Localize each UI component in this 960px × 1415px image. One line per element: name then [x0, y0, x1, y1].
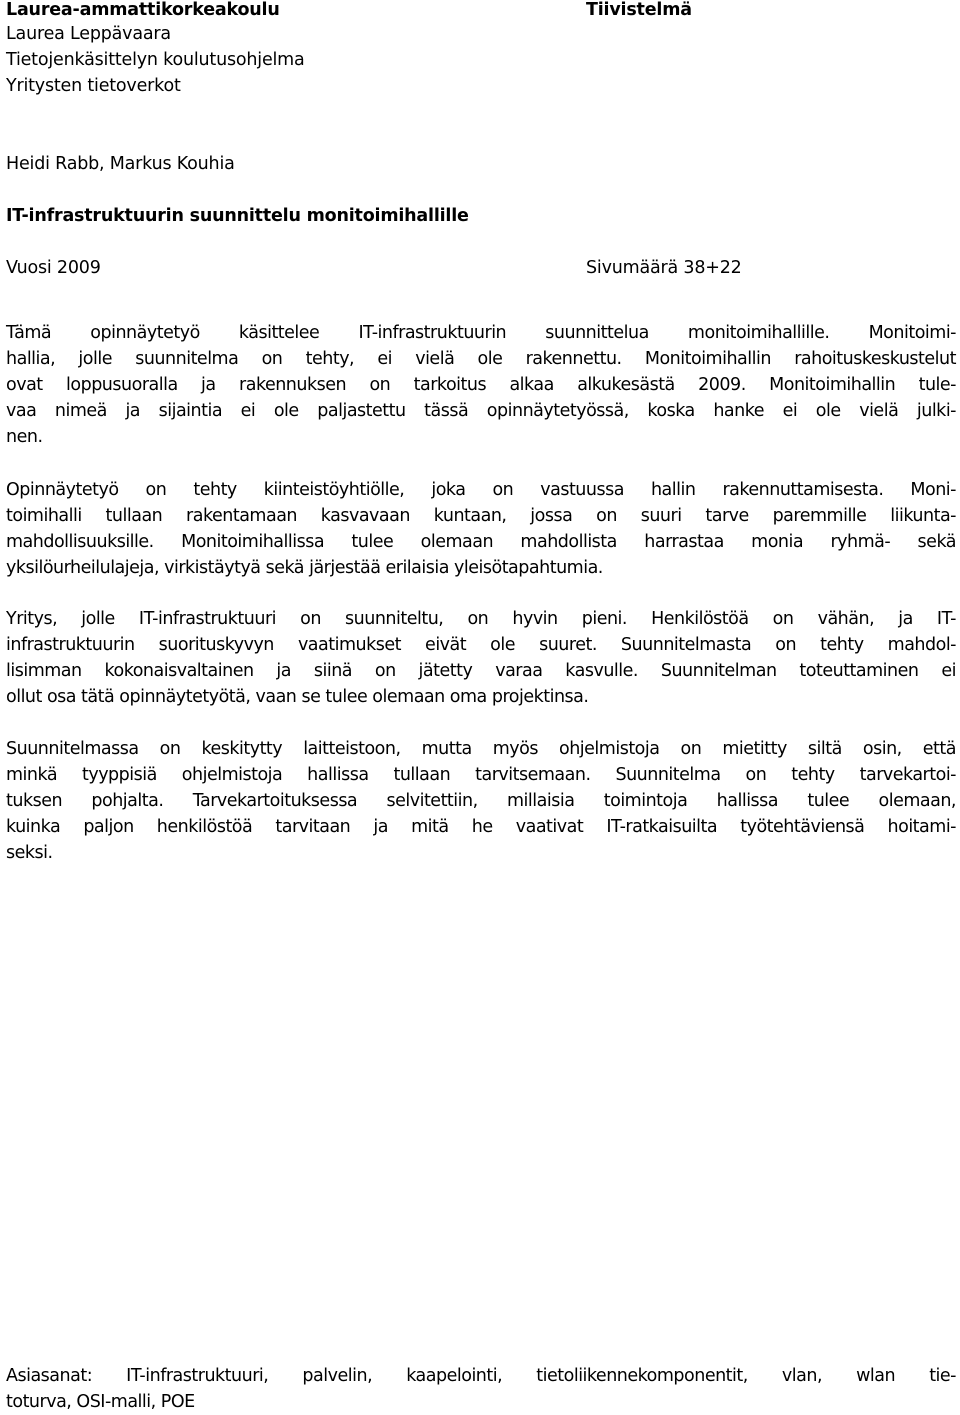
institution-name: Laurea-ammattikorkeakoulu — [6, 0, 280, 20]
paragraph-line: ollut osa tätä opinnäytetyötä, vaan se tulee olemaan oma projektinsa. — [6, 687, 589, 707]
programme-name: Tietojenkäsittelyn koulutusohjelma — [6, 50, 305, 70]
paragraph-line: kuinka paljon henkilöstöä tarvitaan ja mitä he vaativat IT-ratkaisuilta työtehtäviensä hoitami- — [6, 817, 956, 837]
paragraph-line: lisimman kokonaisvaltainen ja siinä on jätetty varaa kasvulle. Suunnitelman toteuttaminen ei — [6, 661, 956, 681]
document-type: Tiivistelmä — [586, 0, 692, 20]
year: Vuosi 2009 — [6, 258, 101, 278]
paragraph-line: yksilöurheilulajeja, virkistäytyä sekä järjestää erilaisia yleisötapahtumia. — [6, 558, 603, 578]
page-count: Sivumäärä 38+22 — [586, 258, 742, 278]
specialization-name: Yritysten tietoverkot — [6, 76, 181, 96]
keywords — [6, 1363, 956, 1415]
unit-name: Laurea Leppävaara — [6, 24, 171, 44]
paragraph-line: vaa nimeä ja sijaintia ei ole paljastettu tässä opinnäytetyössä, koska hanke ei ole vielä julki- — [6, 401, 956, 421]
paragraph-line: Opinnäytetyö on tehty kiinteistöyhtiölle, joka on vastuussa hallin rakennuttamisesta. Moni- — [6, 480, 956, 500]
abstract-paragraph-1 — [6, 320, 956, 450]
keywords-line: toturva, OSI-malli, POE — [6, 1392, 195, 1412]
paragraph-line: mahdollisuuksille. Monitoimihallissa tulee olemaan mahdollista harrastaa monia ryhmä- sekä — [6, 532, 956, 552]
abstract-paragraph-2 — [6, 477, 956, 581]
authors: Heidi Rabb, Markus Kouhia — [6, 154, 235, 174]
thesis-title: IT-infrastruktuurin suunnittelu monitoimihallille — [6, 206, 469, 226]
keywords-line: Asiasanat: IT-infrastruktuuri, palvelin, kaapelointi, tietoliikennekomponentit, vlan, wlan tie- — [6, 1366, 956, 1386]
paragraph-line: tuksen pohjalta. Tarvekartoituksessa selvitettiin, millaisia toimintoja hallissa tulee olemaan, — [6, 791, 956, 811]
abstract-paragraph-3 — [6, 606, 956, 710]
paragraph-line: hallia, jolle suunnitelma on tehty, ei vielä ole rakennettu. Monitoimihallin rahoituskeskustelut — [6, 349, 956, 369]
paragraph-line: nen. — [6, 427, 43, 447]
paragraph-line: Suunnitelmassa on keskitytty laitteistoon, mutta myös ohjelmistoja on mietitty siltä osin, että — [6, 739, 956, 759]
paragraph-line: infrastruktuurin suorituskyvyn vaatimukset eivät ole suuret. Suunnitelmasta on tehty mahdol- — [6, 635, 956, 655]
abstract-paragraph-4 — [6, 736, 956, 866]
paragraph-line: ovat loppusuoralla ja rakennuksen on tarkoitus alkaa alkukesästä 2009. Monitoimihallin tule- — [6, 375, 956, 395]
paragraph-line: seksi. — [6, 843, 53, 863]
paragraph-line: toimihalli tullaan rakentamaan kasvavaan kuntaan, jossa on suuri tarve paremmille liikunta- — [6, 506, 956, 526]
paragraph-line: minkä tyyppisiä ohjelmistoja hallissa tullaan tarvitsemaan. Suunnitelma on tehty tarvekartoi- — [6, 765, 956, 785]
paragraph-line: Yritys, jolle IT-infrastruktuuri on suunniteltu, on hyvin pieni. Henkilöstöä on vähän, ja IT- — [6, 609, 956, 629]
paragraph-line: Tämä opinnäytetyö käsittelee IT-infrastruktuurin suunnittelua monitoimihallille. Monitoimi- — [6, 323, 956, 343]
